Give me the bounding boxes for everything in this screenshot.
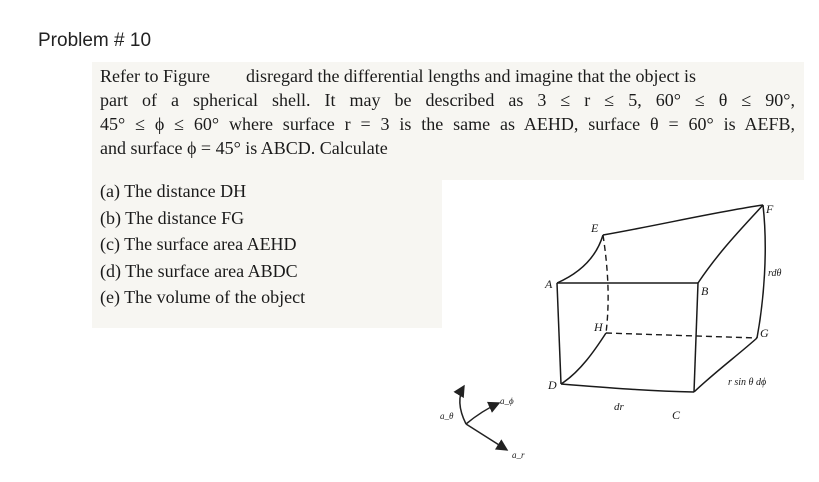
vertex-label-F: F [766,202,774,216]
part-b: (b) The distance FG [100,207,245,228]
part-a: (a) The distance DH [100,181,247,201]
unit-vector-theta-arrow [460,386,466,424]
edge-DC [561,384,694,392]
unit-vector-phi-arrow [466,403,499,424]
statement-line: and surface ϕ = 45° is ABCD. Calculate [100,138,388,158]
vertex-label-A: A [545,277,553,291]
edge-BF [698,205,763,283]
part-e: (e) The volume of the object [100,287,306,307]
edge-FG [757,205,765,338]
edge-HG-hidden [606,333,757,338]
part-c: (c) The surface area AEHD [100,234,297,254]
edge-BC [694,283,698,392]
edge-AE [557,235,603,283]
unit-vector-r-arrow [466,424,507,450]
unit-vector-phi-label: a_ϕ [500,396,514,406]
vertex-label-C: C [672,408,681,422]
vertex-label-D: D [548,378,557,392]
statement-line: part of a spherical shell. It may be described as 3 ≤ r ≤ 5, 60° ≤ θ ≤ 90°, [100,90,795,110]
statement-line: Refer to Figure disregard the differential lengths and imagine that the object is [100,66,696,86]
unit-vector-r-label: a_r [512,450,525,460]
dimension-label-rsinthetadphi: r sin θ dϕ [728,377,767,388]
dimension-label-rdtheta: rdθ [768,268,782,279]
edge-AD [557,283,561,384]
part-d: (d) The surface area ABDC [100,260,298,281]
edge-DH-front [561,333,606,384]
edge-EH-hidden [603,235,608,333]
statement-line: 45° ≤ ϕ ≤ 60° where surface r = 3 is the same as AEHD, surface θ = 60° is AEFB, [100,114,795,134]
vertex-label-B: B [701,284,709,298]
vertex-label-E: E [591,221,599,235]
vertex-label-G: G [760,326,769,340]
problem-title: Problem # 10 [38,30,152,51]
dimension-label-dr: dr [614,401,624,413]
vertex-label-H: H [594,320,603,334]
unit-vector-theta-label: a_θ [440,411,454,421]
